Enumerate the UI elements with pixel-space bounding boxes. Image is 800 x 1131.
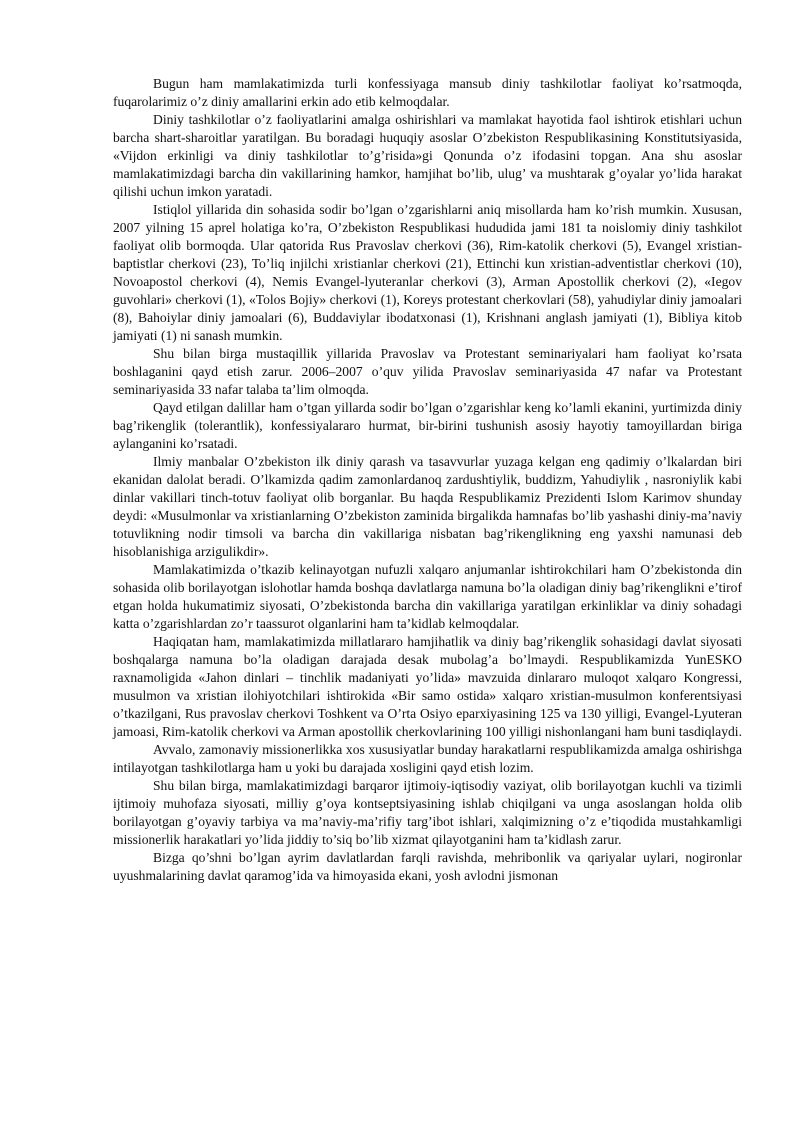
paragraph-4: Shu bilan birga mustaqillik yillarida Pravoslav va Protestant seminariyalari ham faoliyat ko’rsata boshlaganini qayd etish zarur. 2006–2007 o’quv yilida Pravoslav seminariyasida 47 nafar va Protestant seminariyasida 33 nafar talaba ta’lim olmoqda. xyxy=(113,346,742,397)
paragraph-1: Bugun ham mamlakatimizda turli konfessiyaga mansub diniy tashkilotlar faoliyat ko’rsatmoqda, fuqarolarimiz o’z diniy amallarini erkin ado etib kelmoqdalar. xyxy=(113,76,742,109)
paragraph-8: Haqiqatan ham, mamlakatimizda millatlararo hamjihatlik va diniy bag’rikenglik sohasidagi davlat siyosati boshqalarga namuna bo’la oladigan darajada desak mubolag’a bo’lmaydi. Respublikamizda YunESKO raxnamoligida «Jahon dinlari – tinchlik madaniyati yo’lida» mavzuida dinlararo muloqot xalqaro Kongressi, musulmon va xristian ilohiyotchilari ishtirokida «Bir samo ostida» xalqaro xristian-musulmon konferentsiyasi o’tkazilgani, Rus pravoslav cherkovi Toshkent va O’rta Osiyo eparxiyasining 125 va 130 yilligi, Evangel-Lyuteran jamoasi, Rim-katolik cherkovi va Arman apostollik cherkovlarining 100 yilligi nishonlangani ham buni tasdiqlaydi. xyxy=(113,634,742,739)
paragraph-10: Shu bilan birga, mamlakatimizdagi barqaror ijtimoiy-iqtisodiy vaziyat, olib borilayotgan kuchli va tizimli ijtimoiy muhofaza siyosati, milliy g’oya kontseptsiyasining ishlab chiqilgani va unga asoslangan holda olib borilayotgan g’oyaviy tarbiya va ma’naviy-ma’rifiy targ’ibot ishlari, xalqimizning o’z e’tiqodida mustahkamligi missionerlik harakatlari yo’lida jiddiy to’siq bo’lib xizmat qilayotganini ham ta’kidlash zarur. xyxy=(113,778,742,847)
paragraph-2: Diniy tashkilotlar o’z faoliyatlarini amalga oshirishlari va mamlakat hayotida faol ishtirok etishlari uchun barcha shart-sharoitlar yaratilgan. Bu boradagi huquqiy asoslar O’zbekiston Respublikasining Konstitutsiyasida, «Vijdon erkinligi va diniy tashkilotlar to’g’risida»gi Qonunda o’z ifodasini topgan. Ana shu asoslar mamlakatimizdagi barcha din vakillarining hamkor, hamjihat bo’lib, ulug’ va mushtarak g’oyalar yo’lida harakat qilishi uchun imkon yaratadi. xyxy=(113,112,742,199)
paragraph-11: Bizga qo’shni bo’lgan ayrim davlatlardan farqli ravishda, mehribonlik va qariyalar uylari, nogironlar uyushmalarining davlat qaramog’ida va himoyasida ekani, yosh avlodni jismonan xyxy=(113,850,742,883)
paragraph-3: Istiqlol yillarida din sohasida sodir bo’lgan o’zgarishlarni aniq misollarda ham ko’rish mumkin. Xususan, 2007 yilning 15 aprel holatiga ko’ra, O’zbekiston Respublikasi hududida jami 181 ta noislomiy diniy tashkilot faoliyat olib bormoqda. Ular qatorida Rus Pravoslav cherkovi (36), Rim-katolik cherkovi (5), Evangel xristian-baptistlar cherkovi (23), To’liq injilchi xristianlar cherkovi (21), Ettinchi kun xristian-adventistlar cherkovi (10), Novoapostol cherkovi (4), Nemis Evangel-lyuteranlar cherkovi (3), Arman Apostollik cherkovi (2), «Iegov guvohlari» cherkovi (1), «Tolos Bojiy» cherkovi (1), Koreys protestant cherkovlari (58), yahudiylar diniy jamoalari (8), Bahoiylar diniy jamoalari (6), Buddaviylar ibodatxonasi (1), Krishnani anglash jamiyati (1), Bibliya kitob jamiyati (1) ni sanash mumkin. xyxy=(113,202,742,343)
document-page xyxy=(113,75,742,885)
paragraph-7: Mamlakatimizda o’tkazib kelinayotgan nufuzli xalqaro anjumanlar ishtirokchilari ham O’zbekistonda din sohasida olib borilayotgan islohotlar hamda boshqa davlatlarga namuna bo’la oladigan diniy bag’rikenglikni e’tirof etgan holda hukumatimiz siyosati, O’zbekistonda barcha din vakillariga yaratilgan erkinliklar va diniy sohadagi katta o’zgarishlardan zo’r taassurot olganlarini ham ta’kidlab kelmoqdalar. xyxy=(113,562,742,631)
paragraph-6: Ilmiy manbalar O’zbekiston ilk diniy qarash va tasavvurlar yuzaga kelgan eng qadimiy o’lkalardan biri ekanidan dalolat beradi. O’lkamizda qadim zamonlardanoq zardushtiylik, buddizm, Yahudiylik , nasroniylik kabi dinlar vakillari tinch-totuv faoliyat olib borganlar. Bu haqda Respublikamiz Prezidenti Islom Karimov shunday deydi: «Musulmonlar va xristianlarning O’zbekiston zaminida birgalikda hamnafas bo’lib yashashi diniy-ma’naviy totuvlikning nodir timsoli va barcha din vakillariga nisbatan bag’rikenglikning eng yaxshi namunasi deb hisoblanishiga arzigulikdir». xyxy=(113,454,742,559)
paragraph-5: Qayd etilgan dalillar ham o’tgan yillarda sodir bo’lgan o’zgarishlar keng ko’lamli ekanini, yurtimizda diniy bag’rikenglik (tolerantlik), konfessiyalararo hurmat, bir-birini tushunish asosiy hayotiy tamoyillardan biriga aylanganini ko’rsatadi. xyxy=(113,400,742,451)
paragraph-9: Avvalo, zamonaviy missionerlikka xos xususiyatlar bunday harakatlarni respublikamizda amalga oshirishga intilayotgan tashkilotlarga ham u yoki bu darajada xosligini qayd etish lozim. xyxy=(113,742,742,775)
